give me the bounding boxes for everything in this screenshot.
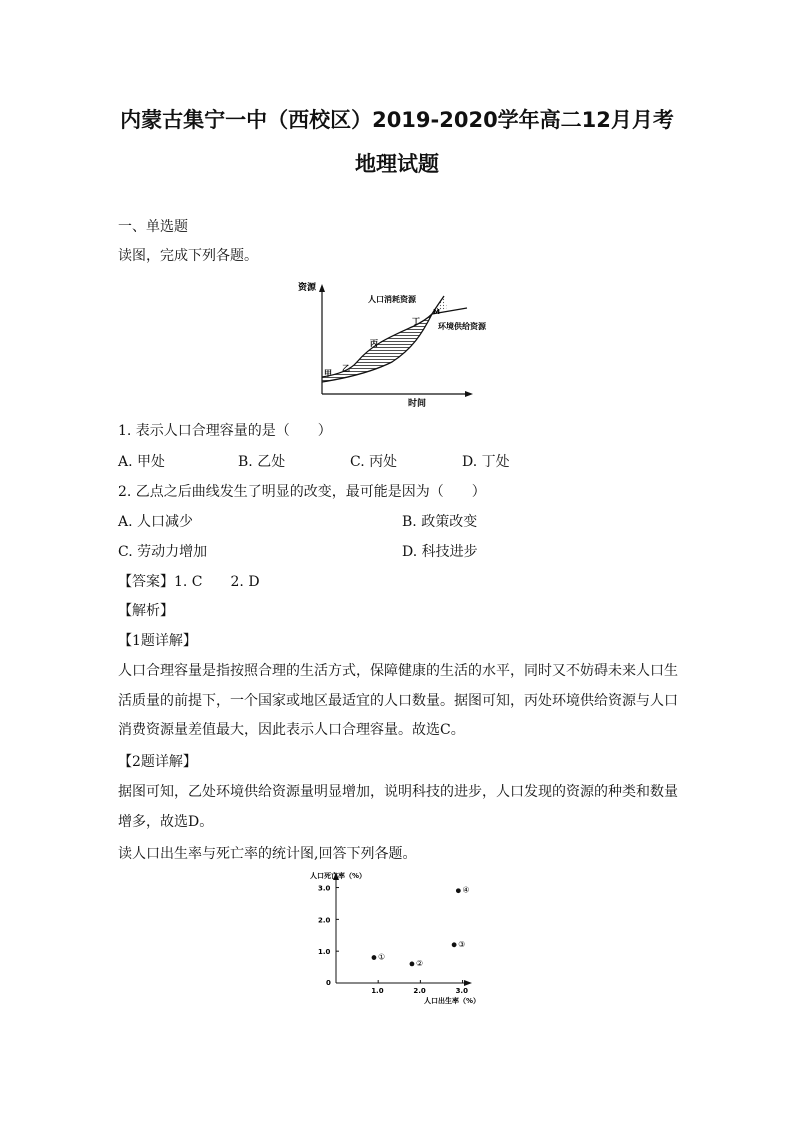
- q2-stem: 2. 乙点之后曲线发生了明显的改变，最可能是因为（ ）: [118, 484, 486, 500]
- x-tick-label: 1.0: [371, 987, 384, 995]
- detail1-heading: 【1题详解】: [118, 633, 197, 649]
- point-jia: 甲: [324, 369, 332, 378]
- point-label: ①: [377, 952, 386, 962]
- q2-option-c: C. 劳动力增加: [118, 544, 208, 560]
- x-axis-label: 时间: [408, 399, 427, 409]
- q1-option-c: C. 丙处: [350, 454, 398, 470]
- q2-option-a: A. 人口减少: [118, 514, 194, 530]
- detail2-text: 据图可知，乙处环境供给资源量明显增加，说明科技的进步，人口发现的资源的种类和数量增多，故选D。: [118, 784, 678, 830]
- supply-label: 环境供给资源: [438, 322, 486, 331]
- chart-x-label: 人口出生率（%）: [424, 997, 481, 1005]
- consume-label: 人口消耗资源: [368, 295, 416, 304]
- q1-option-a: A. 甲处: [118, 454, 166, 470]
- point-yi: 乙: [342, 364, 350, 373]
- y-tick-label: 3.0: [318, 884, 331, 893]
- point-ding: 丁: [412, 317, 420, 326]
- y-tick-label: 1.0: [318, 948, 331, 957]
- detail2-heading: 【2题详解】: [118, 754, 197, 770]
- point-label: ④: [462, 885, 470, 895]
- y-axis-arrow: [319, 284, 325, 292]
- consumption-curve: [322, 296, 444, 382]
- page-title: 内蒙古集宁一中（西校区）2019-2020学年高二12月月考: [120, 108, 674, 132]
- analysis-heading: 【解析】: [118, 603, 174, 619]
- q1-stem: 1. 表示人口合理容量的是（ ）: [118, 423, 332, 439]
- scatter-point: [372, 955, 377, 960]
- chart-x-axis-arrow: [464, 980, 472, 986]
- point-bing: 丙: [370, 339, 378, 348]
- scatter-point: [410, 962, 415, 967]
- intro2-text: 读人口出生率与死亡率的统计图,回答下列各题。: [118, 846, 417, 862]
- x-axis-arrow: [465, 391, 473, 397]
- section-heading: 一、单选题: [118, 219, 188, 235]
- m-label: M: [433, 308, 440, 316]
- y-axis-label: 资源: [298, 283, 317, 293]
- x-tick-label: 2.0: [413, 987, 426, 995]
- chart-y-label: 人口死亡率（%）: [310, 872, 367, 880]
- answer-line: 【答案】1. C 2. D: [118, 574, 260, 590]
- scatter-point: [456, 888, 461, 893]
- chart-origin-label: 0: [326, 979, 331, 987]
- scatter-chart: [296, 866, 506, 1011]
- page-subtitle: 地理试题: [355, 152, 439, 176]
- point-label: ②: [415, 958, 424, 968]
- q1-option-d: D. 丁处: [462, 454, 510, 470]
- q1-option-b: B. 乙处: [238, 454, 286, 470]
- y-tick-label: 2.0: [318, 916, 331, 925]
- point-label: ③: [458, 939, 466, 949]
- scatter-point: [452, 942, 457, 947]
- q2-option-d: D. 科技进步: [402, 544, 478, 560]
- q2-option-b: B. 政策改变: [402, 514, 478, 530]
- x-tick-label: 3.0: [455, 987, 468, 995]
- detail1-text: 人口合理容量是指按照合理的生活方式，保障健康的生活的水平，同时又不妨碍未来人口生活质量的前提下，一个国家或地区最适宜的人口数量。据图可知，丙处环境供给资源与人口消费资源量差值最大，因此表示人口合理容量。故选C。: [118, 663, 678, 738]
- resource-diagram: [292, 274, 512, 409]
- intro-text: 读图，完成下列各题。: [118, 248, 258, 264]
